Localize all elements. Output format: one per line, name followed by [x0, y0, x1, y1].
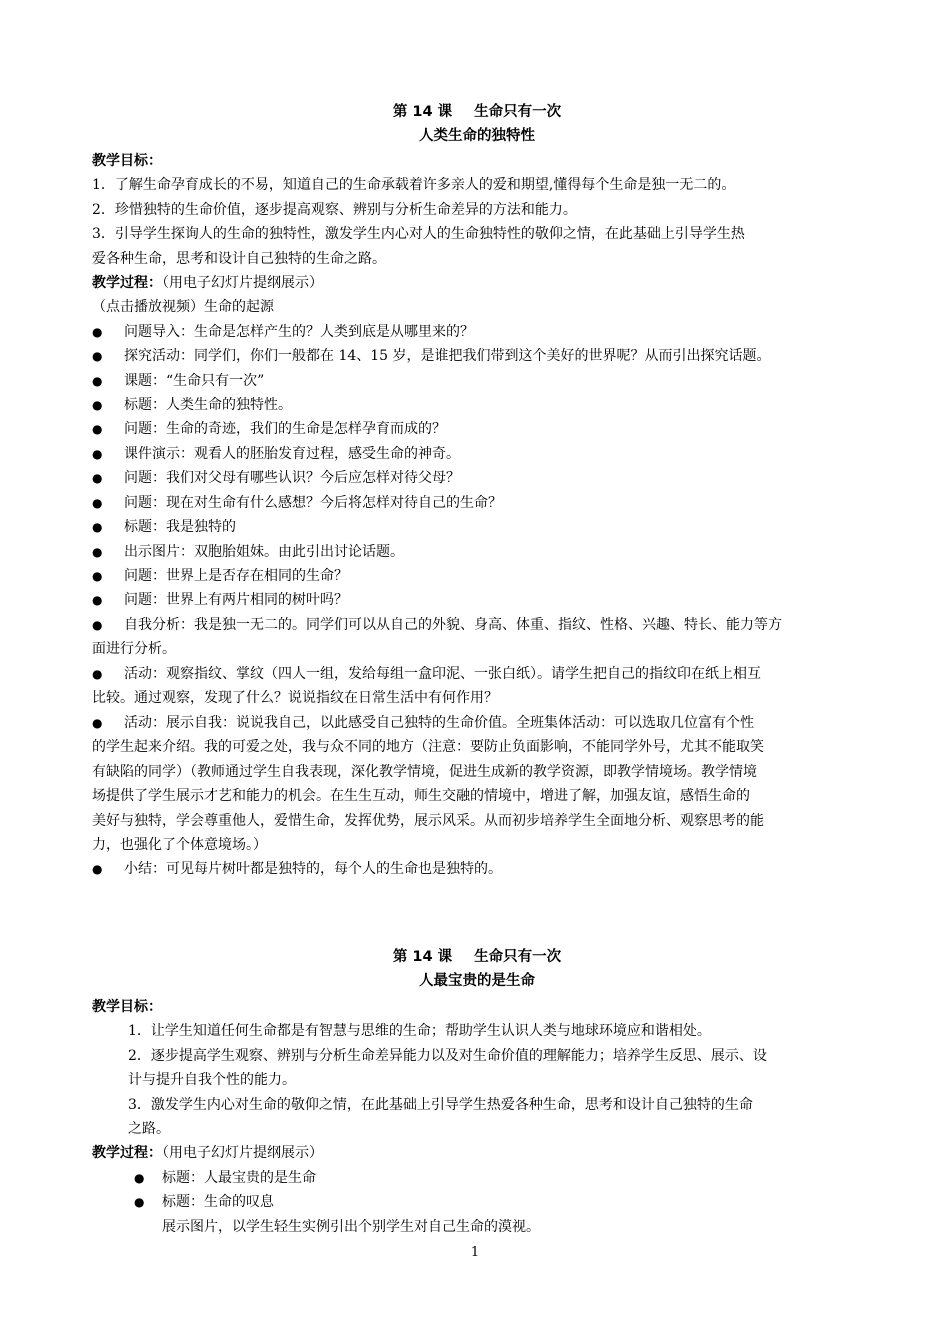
section2-process-note: （用电子幻灯片提纲展示）	[162, 1145, 323, 1162]
section2-goal-2-cont: 计与提升自我个性的能力。	[128, 1072, 296, 1089]
bullet-icon: ●	[134, 1170, 145, 1185]
section2-goal-3: 3．激发学生内心对生命的敬仰之情，在此基础上引导学生热爱各种生命，思考和设计自己独特的生命	[128, 1096, 753, 1113]
bullet-icon: ●	[92, 471, 103, 486]
bullet-icon: ●	[92, 544, 103, 559]
section1-goal-3-cont: 爱各种生命，思考和设计自己独特的生命之路。	[92, 250, 386, 267]
bullet-icon: ●	[92, 520, 103, 535]
section2-lesson-title: 生命只有一次	[474, 949, 562, 965]
bullet-icon: ●	[92, 324, 103, 339]
bullet-icon: ●	[92, 422, 103, 437]
bullet-icon: ●	[92, 495, 103, 510]
list-item: ● 问题：世界上有两片相同的树叶吗？	[92, 588, 862, 612]
bullet-icon: ●	[92, 715, 103, 730]
section1-lesson-number: 第 14 课	[392, 104, 453, 120]
bullet-icon: ●	[92, 568, 103, 583]
list-item: ● 出示图片：双胞胎姐妹。由此引出讨论话题。	[92, 540, 862, 564]
list-item: ● 问题：我们对父母有哪些认识？今后应怎样对待父母？	[92, 466, 862, 490]
section1-goals-heading: 教学目标：	[92, 153, 162, 169]
section1-process-heading-line	[92, 271, 862, 295]
activity-self-show-paragraph: ● 活动：展示自我：说说我自己，以此感受自己独特的生命价值。全班集体活动：可以选取几位富有个性 的学生起来介绍。我的可爱之处，我与众不同的地方（注意：要防止负面影响，不能同学外号，尤其不能取笑 有缺陷的同学）（教师通过学生自我表现，深化教学情境，促进生成新的教学资源，即教学情境场。教学情境 场提供了学生展示才艺和能力的机会。在生生互动，师生交融的情境中，增进了解，加强友谊，感悟生命的 美好与独特，学会尊重他人，爱惜生命，发挥优势，展示风采。从而初步培养学生全面地分析、观察思考的能 力，也强化了个体意境场。）	[92, 711, 862, 858]
section1-goal-2: 2．珍惜独特的生命价值，逐步提高观察、辨别与分析生命差异的方法和能力。	[92, 201, 577, 218]
section2-title	[92, 945, 862, 969]
list-item: ● 问题：世界上是否存在相同的生命？	[92, 564, 862, 588]
list-item: ● 标题：人类生命的独特性。	[92, 393, 862, 417]
section2-goal-1: 1．让学生知道任何生命都是有智慧与思维的生命；帮助学生认识人类与地球环境应和谐相处。	[128, 1023, 711, 1040]
section2-body	[92, 995, 862, 1239]
bullet-icon: ●	[92, 862, 103, 877]
section2-goal-3-cont: 之路。	[128, 1121, 170, 1138]
bullet-icon: ●	[92, 446, 103, 461]
list-item: ● 标题：人最宝贵的是生命	[92, 1166, 862, 1190]
section2-process-heading-line	[92, 1141, 862, 1165]
bullet-icon: ●	[92, 593, 103, 608]
section1-body	[92, 149, 862, 882]
section1-process-note: （用电子幻灯片提纲展示）	[162, 275, 323, 292]
bullet-icon: ●	[92, 373, 103, 388]
section2-goals-heading: 教学目标：	[92, 999, 162, 1015]
list-item: ● 问题导入：生命是怎样产生的？人类到底是从哪里来的？	[92, 320, 862, 344]
bullet-icon: ●	[134, 1195, 145, 1210]
list-item: ● 课题：“生命只有一次”	[92, 369, 862, 393]
activity-fingerprint-paragraph: ● 活动：观察指纹、掌纹（四人一组，发给每组一盒印泥、一张白纸）。请学生把自己的指纹印在纸上相互 比较。通过观察，发现了什么？说说指纹在日常生活中有何作用？	[92, 662, 862, 711]
section2-subtitle: 人最宝贵的是生命	[419, 973, 535, 989]
bullet-icon: ●	[92, 666, 103, 681]
section1-title	[92, 100, 862, 124]
list-item: ● 问题：生命的奇迹，我们的生命是怎样孕育而成的？	[92, 417, 862, 441]
bullet-icon: ●	[92, 617, 103, 632]
bullet-icon: ●	[92, 398, 103, 413]
section2-goal-2: 2．逐步提高学生观察、辨别与分析生命差异能力以及对生命价值的理解能力；培养学生反思、展示、设	[128, 1047, 767, 1064]
list-item: ● 标题：生命的叹息	[92, 1190, 862, 1214]
section1-subtitle: 人类生命的独特性	[419, 128, 535, 144]
list-item: ● 问题：现在对生命有什么感想？今后将怎样对待自己的生命？	[92, 491, 862, 515]
self-analysis-paragraph: ● 自我分析：我是独一无二的。同学们可以从自己的外貌、身高、体重、指纹、性格、兴趣、特长、能力等方 面进行分析。	[92, 613, 862, 662]
section1-lesson-title: 生命只有一次	[474, 104, 562, 120]
list-item: ● 探究活动：同学们，你们一般都在 14、15 岁，是谁把我们带到这个美好的世界呢？从而引出探究话题。	[92, 344, 862, 368]
section2-last-line: 展示图片，以学生轻生实例引出个别学生对自己生命的漠视。	[162, 1218, 540, 1235]
summary-item: ● 小结：可见每片树叶都是独特的，每个人的生命也是独特的。	[92, 857, 862, 881]
section2-process-heading: 教学过程：	[92, 1145, 162, 1162]
page-number: 1	[470, 1245, 480, 1260]
section1-goal-1: 1．了解生命孕育成长的不易，知道自己的生命承载着许多亲人的爱和期望,懂得每个生命是独一无二的。	[92, 177, 736, 194]
list-item: ● 标题：我是独特的	[92, 515, 862, 539]
section1-process-heading: 教学过程：	[92, 275, 162, 292]
list-item: ● 课件演示：观看人的胚胎发育过程，感受生命的神奇。	[92, 442, 862, 466]
section2-lesson-number: 第 14 课	[392, 949, 453, 965]
section1-goal-3: 3．引导学生探询人的生命的独特性，激发学生内心对人的生命独特性的敬仰之情，在此基础上引导学生热	[92, 226, 745, 243]
section1-video-line: （点击播放视频）生命的起源	[92, 299, 274, 316]
bullet-icon: ●	[92, 349, 103, 364]
